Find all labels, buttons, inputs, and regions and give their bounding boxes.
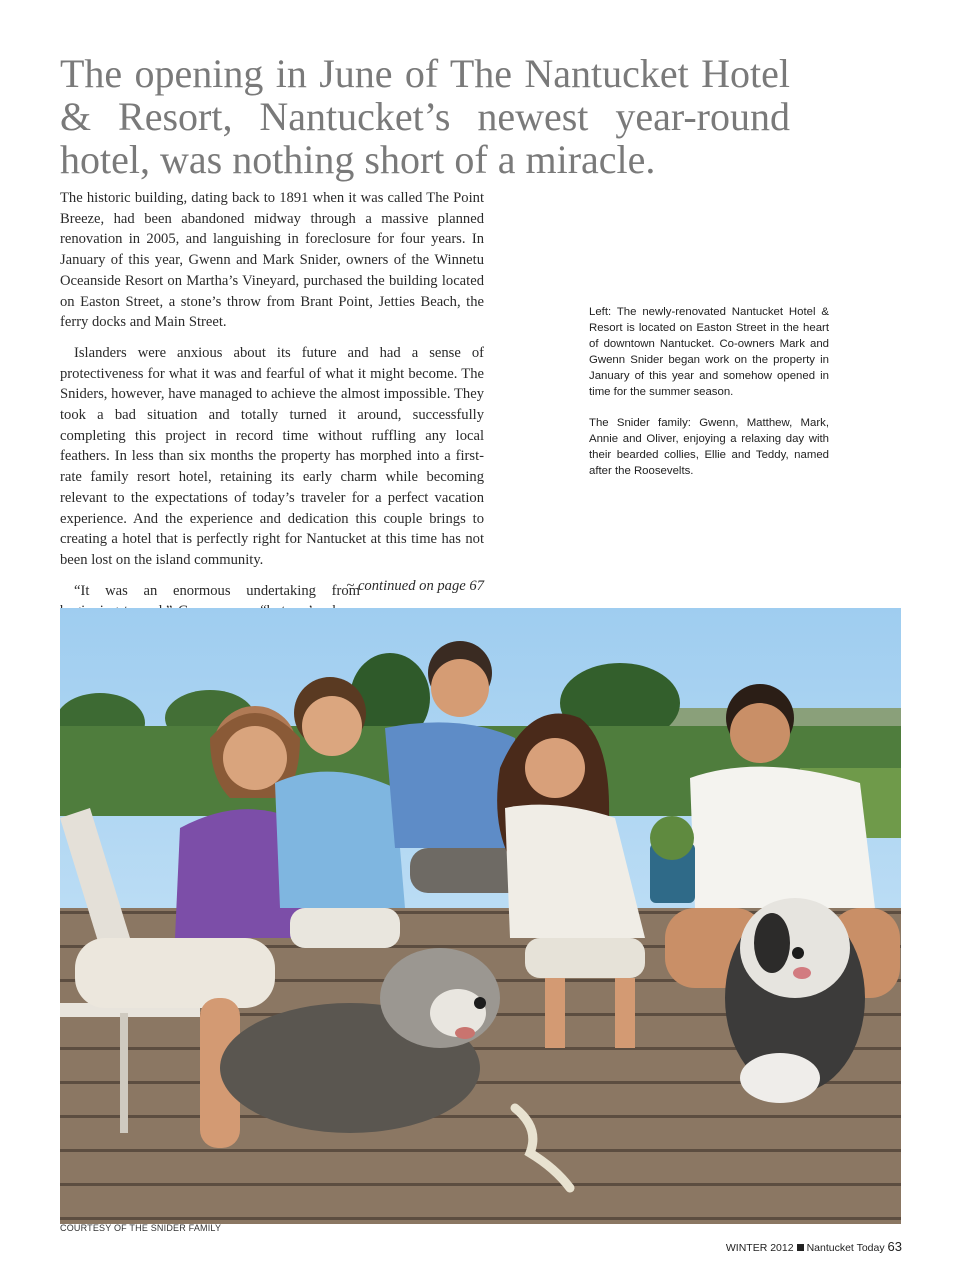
page-footer [726, 1239, 902, 1254]
article-body [60, 188, 484, 673]
square-bullet-icon [797, 1244, 804, 1251]
continued-note: ~ continued on page 67 [346, 578, 484, 594]
magazine-name: Nantucket Today [806, 1242, 885, 1254]
caption-family: The Snider family: Gwenn, Matthew, Mark, Annie and Oliver, enjoying a relaxing day with their bearded collies, Ellie and Teddy, named after the Roosevelts. [589, 417, 829, 477]
family-photo-illustration [60, 608, 901, 1224]
photo-captions [589, 304, 829, 494]
issue-label: WINTER 2012 [725, 1242, 794, 1254]
page-number: 63 [887, 1239, 902, 1254]
headline: The opening in June of The Nantucket Hotel & Resort, Nantucket’s newest year-round hotel, was nothing short of a miracle. [60, 51, 790, 182]
photo-credit: COURTESY OF THE SNIDER FAMILY [60, 1223, 222, 1233]
body-paragraph: Islanders were anxious about its future and had a sense of protectiveness for what it was and fearful of what it might become. The Sniders, however, have managed to achieve the almost impossible. They took a bad situation and totally turned it around, successfully completing this project in record time without ruffling any local feathers. In less than six months the property has morphed into a first-rate family resort hotel, retaining its early charm while becoming relevant to the expectations of today’s traveler for a perfect vacation experience. And the experience and dedication this couple brings to creating a hotel that is perfectly right for Nantucket at this time has not been lost on the island community. [60, 344, 484, 568]
body-paragraph: “It was an enormous undertaking from [74, 582, 360, 599]
family-photo [60, 608, 901, 1224]
caption-hotel: Left: The newly-renovated Nantucket Hotel & Resort is located on Easton Street in the heart of downtown Nantucket. Co-owners Mark and Gwenn Snider began work on the property in January of this year and somehow opened in time for the summer season. [589, 306, 829, 398]
body-paragraph: The historic building, dating back to 1891 when it was called The Point Breeze, had been abandoned midway through a massive planned renovation in 2005, and languishing in foreclosure for four years. In January of this year, Gwenn and Mark Snider, owners of the Winnetu Oceanside Resort on Martha’s Vineyard, purchased the building located on Easton Street, a stone’s throw from Brant Point, Jetties Beach, the ferry docks and Main Street. [60, 190, 484, 331]
